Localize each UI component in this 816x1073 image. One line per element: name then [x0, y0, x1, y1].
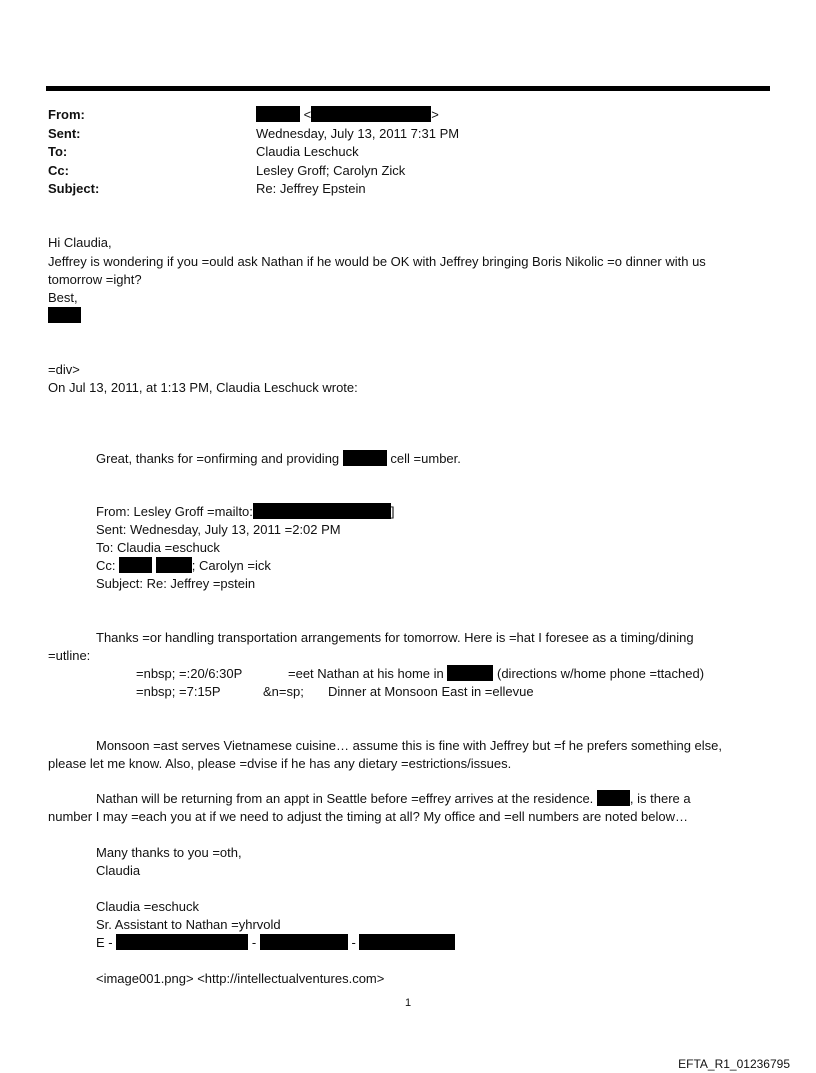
quoted-from-close: ] — [390, 504, 395, 519]
schedule-row-2 — [136, 683, 221, 701]
subject-label: Subject: — [48, 181, 100, 196]
quoted-subject-line: Subject: Re: Jeffrey =pstein — [96, 576, 256, 591]
sig-e-label: E - — [96, 935, 113, 950]
sig-dash: - — [351, 935, 356, 950]
quoted-from-text: From: Lesley Groff =mailto: — [96, 504, 253, 519]
from-label: From: — [48, 107, 85, 122]
redaction-box — [260, 934, 348, 950]
cc-row — [48, 162, 748, 181]
from-gt: > — [431, 107, 439, 122]
quoted-cc-prefix: Cc: — [96, 558, 116, 573]
from-value — [256, 106, 439, 124]
subject-row — [48, 180, 748, 199]
redaction-box — [343, 450, 387, 466]
thanks-line-2: =utline: — [48, 648, 91, 663]
reply-line-1: Jeffrey is wondering if you =ould ask Nathan if he would be OK with Jeffrey bringing Boris Nikolic =o dinner with us — [48, 254, 706, 269]
sent-row — [48, 125, 748, 144]
subject-value: Re: Jeffrey Epstein — [256, 181, 366, 196]
to-value: Claudia Leschuck — [256, 144, 359, 159]
sig-dash: - — [251, 935, 257, 950]
schedule-row-1 — [136, 665, 242, 683]
great-line — [96, 450, 461, 468]
redaction-box — [359, 934, 455, 950]
sent-value: Wednesday, July 13, 2011 7:31 PM — [256, 125, 460, 141]
quoted-cc-line — [96, 557, 271, 575]
sig-name: Claudia — [96, 863, 141, 878]
email-header — [48, 106, 748, 199]
signature-redaction — [48, 307, 81, 325]
nathan-line-2: number I may =each you at if we need to adjust the timing at all? My office and =ell numbers are noted below… — [48, 809, 689, 824]
sig-contact — [96, 934, 455, 952]
redaction-box — [48, 307, 81, 323]
from-row — [48, 106, 748, 125]
image-line: <image001.png> <http://intellectualventures.com> — [96, 971, 385, 986]
to-row — [48, 143, 748, 162]
sig-title: Sr. Assistant to Nathan =yhrvold — [96, 917, 281, 932]
monsoon-line-2: please let me know. Also, please =dvise if he has any dietary =estrictions/issues. — [48, 756, 512, 771]
quoted-cc-suffix: ; Carolyn =ick — [191, 558, 271, 573]
redaction-box — [116, 934, 248, 950]
schedule-1-note: (directions w/home phone =ttached) — [497, 666, 705, 681]
thanks-line-1: Thanks =or handling transportation arrangements for tomorrow. Here is =hat I foresee as a timing/dining — [96, 630, 694, 645]
monsoon-line-1: Monsoon =ast serves Vietnamese cuisine… assume this is fine with Jeffrey but =f he prefers something else, — [96, 738, 722, 753]
header-rule — [46, 86, 770, 91]
great-text-b: cell =umber. — [390, 451, 461, 466]
schedule-1-text: =eet Nathan at his home in — [288, 666, 444, 681]
sent-label: Sent: — [48, 125, 81, 141]
to-label: To: — [48, 144, 68, 159]
div-tag: =div> — [48, 362, 80, 377]
nathan-line-1 — [96, 790, 691, 808]
greeting: Hi Claudia, — [48, 235, 112, 250]
reply-line-2: tomorrow =ight? — [48, 272, 142, 287]
sig-full-name: Claudia =eschuck — [96, 899, 199, 914]
quoted-from-line — [96, 503, 395, 521]
schedule-row-2-sp: &n=sp; — [263, 684, 304, 699]
schedule-1-time: =nbsp; =:20/6:30P — [136, 666, 243, 681]
nathan-text-a: Nathan will be returning from an appt in Seattle before =effrey arrives at the residence. — [96, 791, 594, 806]
page-number: 1 — [404, 997, 412, 1009]
redaction-box — [311, 106, 431, 122]
wrote-line: On Jul 13, 2011, at 1:13 PM, Claudia Leschuck wrote: — [48, 380, 358, 395]
from-lt: < — [303, 107, 312, 122]
great-text-a: Great, thanks for =onfirming and providing — [96, 451, 340, 466]
schedule-row-1-desc — [288, 665, 704, 683]
schedule-2-time: =nbsp; =7:15P — [136, 684, 221, 699]
cc-label: Cc: — [48, 162, 69, 178]
thanks-both: Many thanks to you =oth, — [96, 845, 242, 860]
schedule-row-2-desc: Dinner at Monsoon East in =ellevue — [328, 684, 534, 699]
redaction-box — [597, 790, 630, 806]
nathan-text-b: , is there a — [629, 791, 691, 806]
signoff: Best, — [48, 290, 78, 305]
redaction-box — [256, 106, 300, 122]
redaction-box — [156, 557, 192, 573]
redaction-box — [253, 503, 391, 519]
redaction-box — [119, 557, 152, 573]
redaction-box — [447, 665, 493, 681]
cc-value: Lesley Groff; Carolyn Zick — [256, 162, 406, 178]
quoted-to-line: To: Claudia =eschuck — [96, 540, 220, 555]
quoted-sent-line: Sent: Wednesday, July 13, 2011 =2:02 PM — [96, 522, 341, 537]
document-id: EFTA_R1_01236795 — [678, 1057, 790, 1071]
